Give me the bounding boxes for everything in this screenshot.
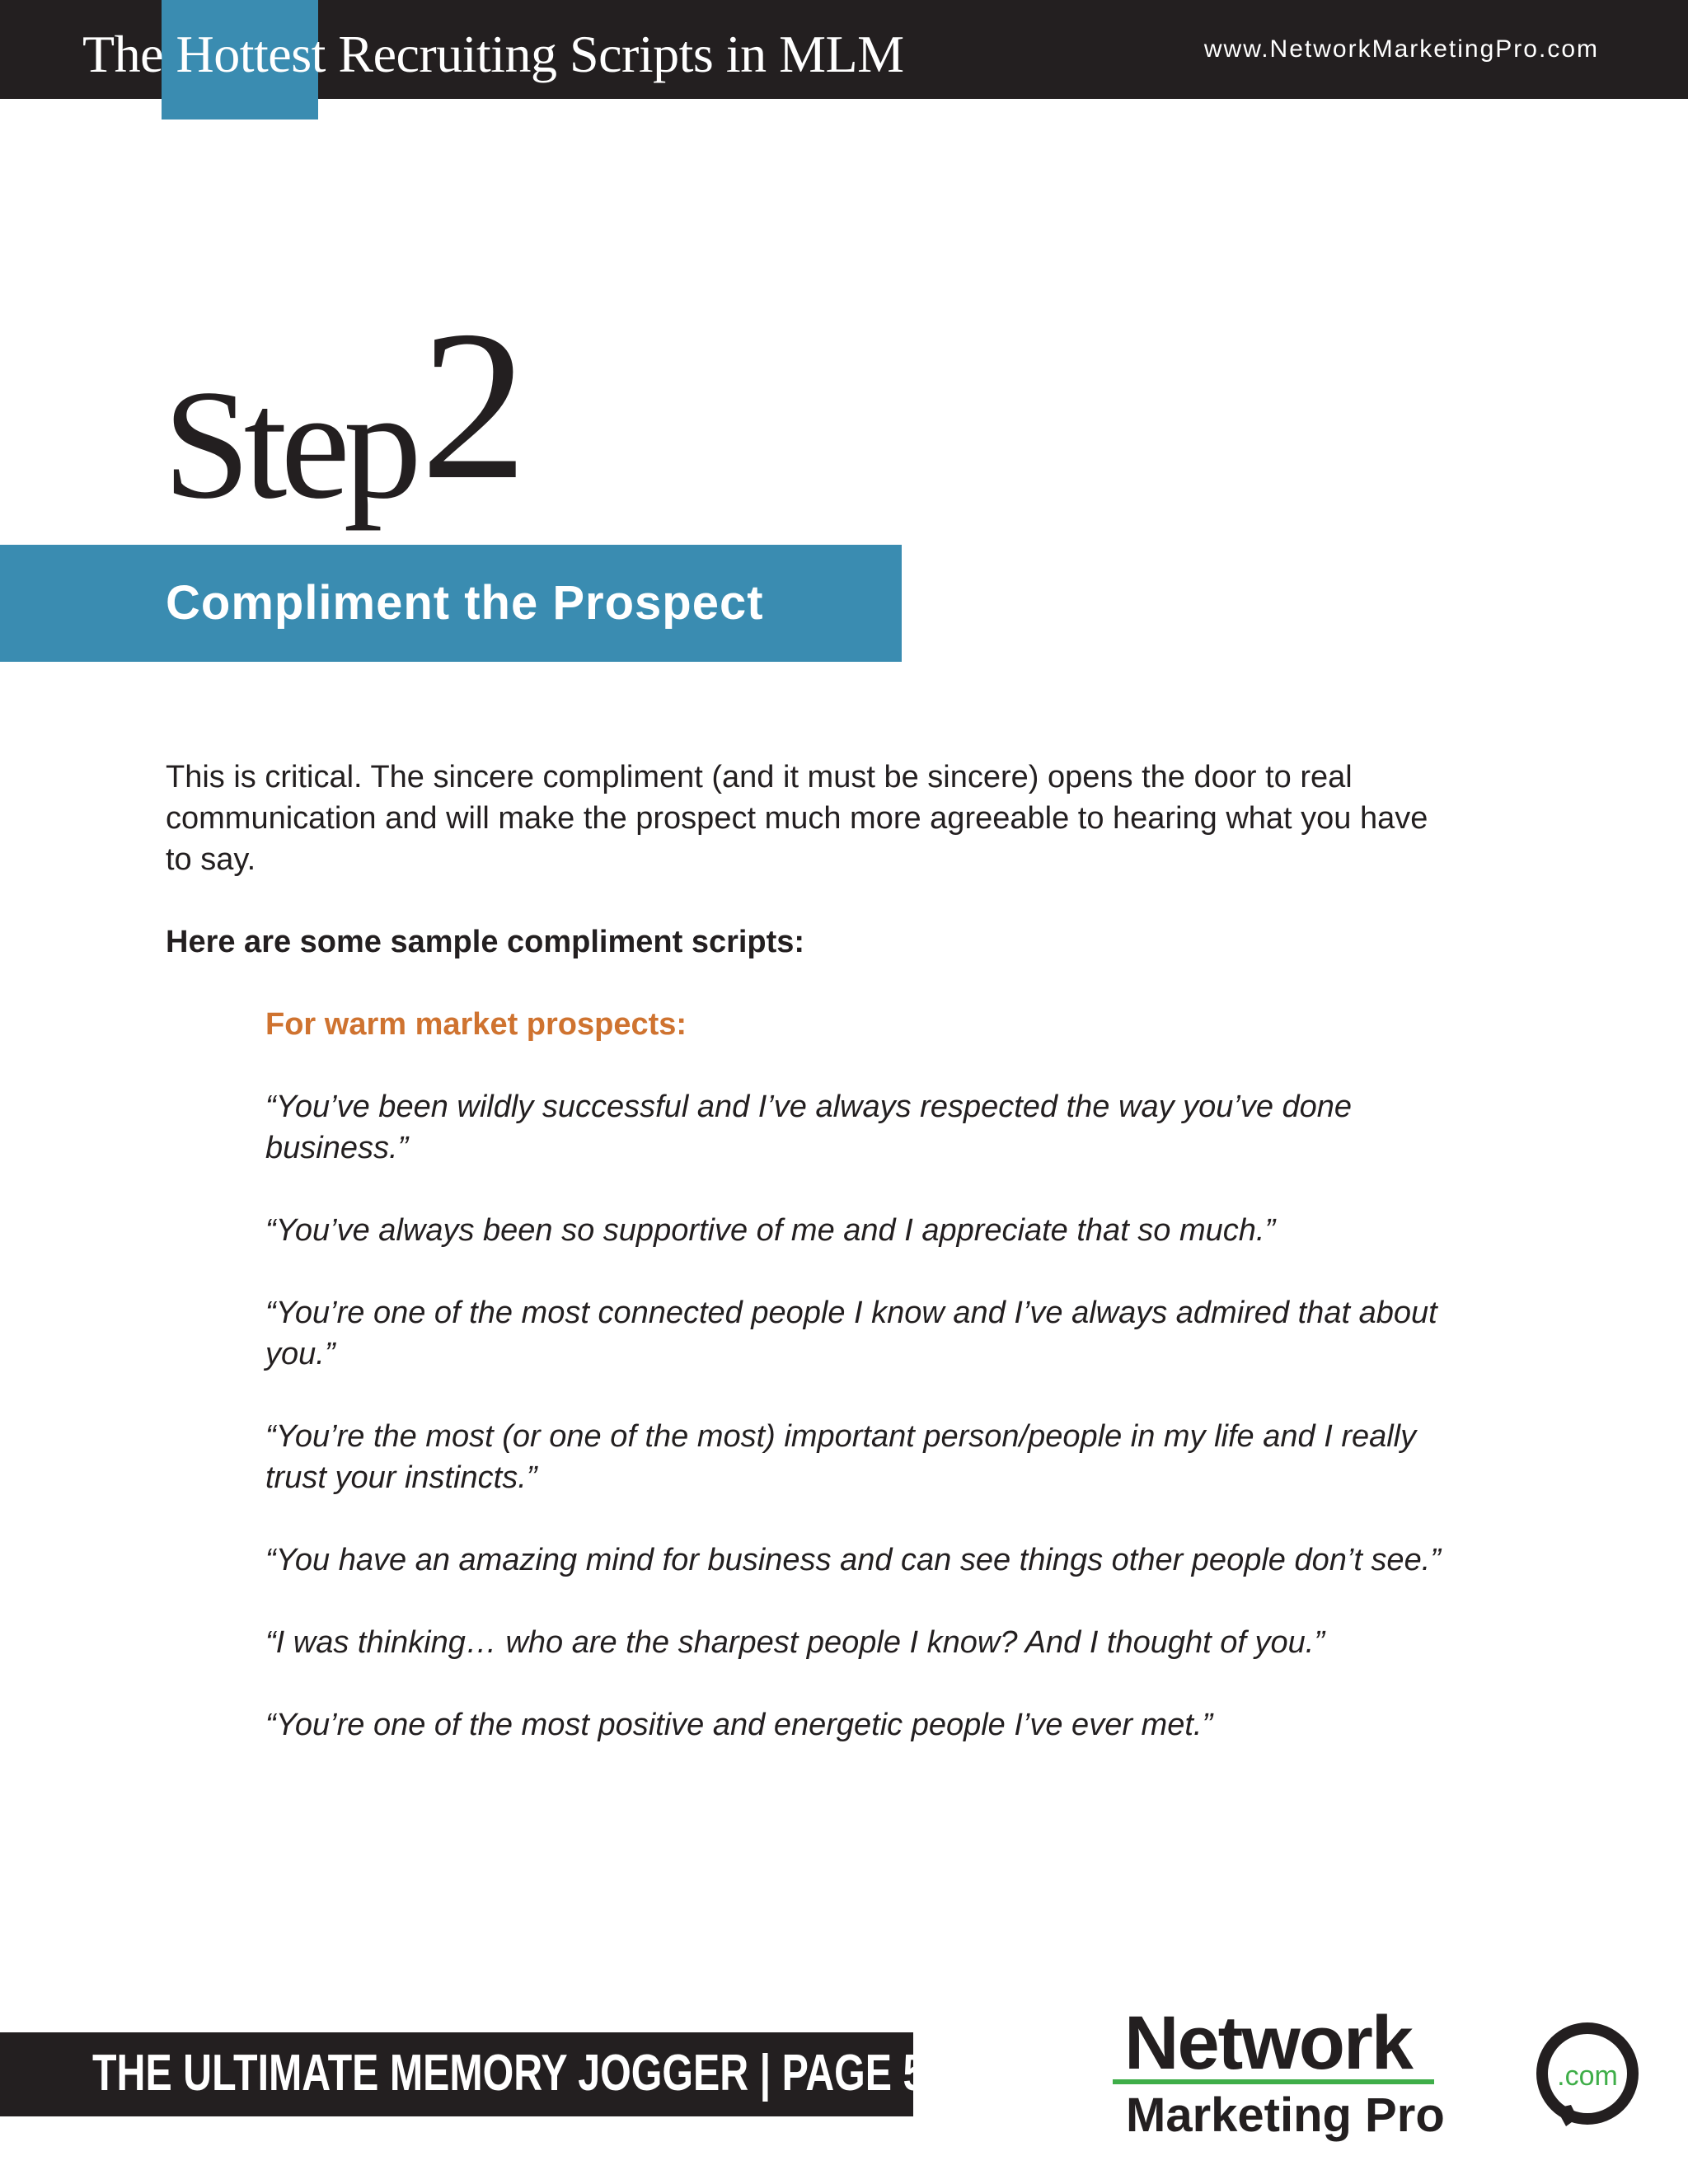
step-word: Step [163, 359, 415, 532]
warm-market-heading: For warm market prospects: [265, 1007, 687, 1042]
script-item: “You have an amazing mind for business and can see things other people don’t see.” [265, 1543, 1441, 1577]
network-marketing-pro-logo [1104, 2003, 1648, 2168]
script-item: “You’re the most (or one of the most) important person/people in my life and I really trust your instincts.” [265, 1419, 1417, 1495]
script-item: “You’ve been wildly successful and I’ve always respected the way you’ve done business.” [265, 1090, 1353, 1165]
scripts-list [265, 1086, 1452, 1746]
logo-wordmark-marketing-pro: Marketing Pro [1126, 2088, 1445, 2142]
intro-paragraph: This is critical. The sincere compliment (and it must be sincere) opens the door to real communication and will make the prospect much more agreeable to hearing what you have to say. [166, 760, 1428, 877]
logo-graphic [1104, 2003, 1648, 2168]
header-title-suffix: Recruiting Scripts in MLM [338, 25, 904, 83]
step-number: 2 [420, 287, 528, 524]
scripts-lead: Here are some sample compliment scripts: [166, 925, 805, 959]
footer-page-label: THE ULTIMATE MEMORY JOGGER | PAGE 55 [92, 2045, 948, 2102]
header-title-prefix: The [82, 25, 163, 83]
header-title [82, 21, 904, 87]
section-title: Compliment the Prospect [166, 576, 764, 630]
logo-wordmark-network: Network [1124, 2003, 1412, 2085]
scripts-block [265, 1004, 1452, 1746]
logo-badge-text: .com [1557, 2060, 1618, 2092]
script-item: “You’ve always been so supportive of me and I appreciate that so much.” [265, 1213, 1276, 1248]
header-url: www.NetworkMarketingPro.com [1203, 35, 1599, 63]
script-item: “I was thinking… who are the sharpest people I know? And I thought of you.” [265, 1625, 1325, 1660]
footer-bar [0, 2032, 948, 2116]
page-content [166, 757, 1451, 1746]
header-title-highlight: Hottest [176, 25, 326, 83]
section-banner [0, 545, 902, 662]
script-item: “You’re one of the most positive and energetic people I’ve ever met.” [265, 1708, 1213, 1742]
script-item: “You’re one of the most connected people I know and I’ve always admired that about you.” [265, 1296, 1437, 1371]
step-heading [163, 287, 658, 532]
